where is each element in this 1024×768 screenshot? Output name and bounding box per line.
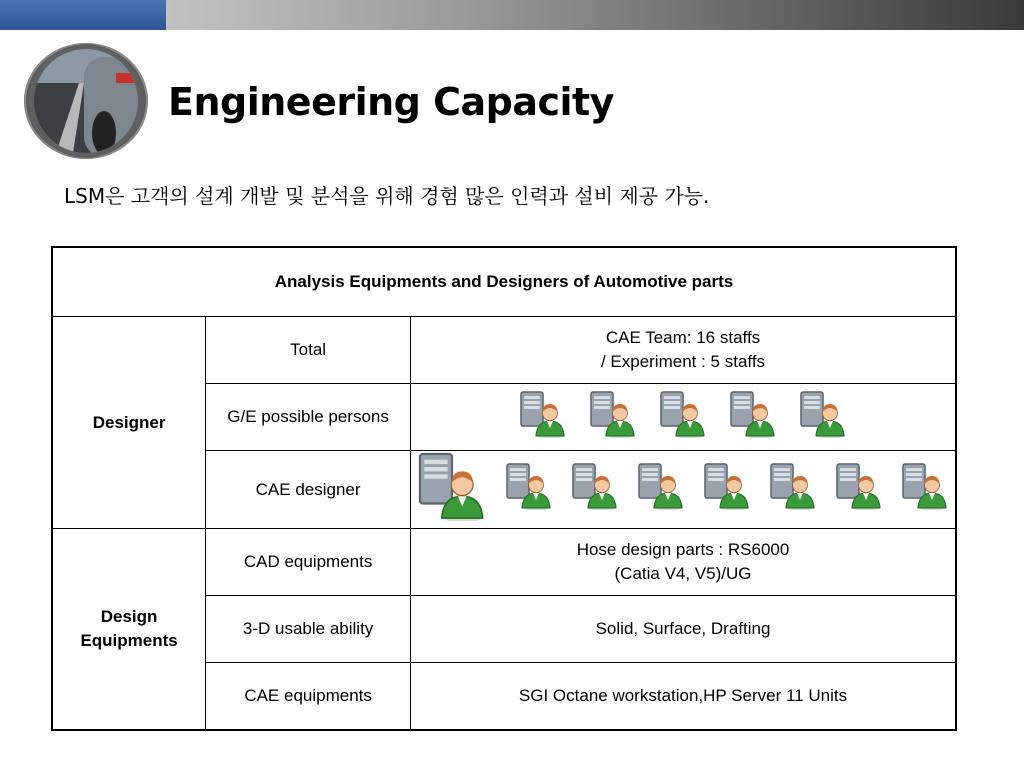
engineer-workstation-icon [505,462,553,517]
row-value: Solid, Surface, Drafting [411,596,957,663]
row-label: Total [206,317,411,384]
row-value [411,384,957,451]
row-value: SGI Octane workstation,HP Server 11 Units [411,663,957,730]
row-label: CAD equipments [206,529,411,596]
group-label: Design Equipments [80,606,178,650]
engineer-workstation-icon [901,462,949,517]
table-header: Analysis Equipments and Designers of Automotive parts [52,247,956,317]
row-label: CAE equipments [206,663,411,730]
value-line: Hose design parts : RS6000 [576,540,790,559]
capacity-table [51,246,957,731]
group-design-equipments [52,529,206,730]
slide-title: Engineering Capacity [168,80,614,124]
engineer-workstation-icon [637,462,685,517]
row-label: 3-D usable ability [206,596,411,663]
engineer-workstation-icon [519,390,567,445]
engineer-icon-group [417,451,949,528]
engineer-icon-group [417,390,949,445]
slide-subtitle: LSM은 고객의 설계 개발 및 분석을 위해 경험 많은 인력과 설비 제공 가능. [64,184,710,208]
engineer-workstation-icon [799,390,847,445]
engineer-workstation-icon [729,390,777,445]
car-road-logo-icon [24,43,148,159]
engineer-workstation-icon [659,390,707,445]
row-label: CAE designer [206,451,411,529]
value-line: / Experiment : 5 staffs [600,352,766,371]
row-label: G/E possible persons [206,384,411,451]
value-line: (Catia V4, V5)/UG [614,564,752,583]
row-value [411,451,957,529]
engineer-workstation-icon [417,451,487,528]
value-line: CAE Team: 16 staffs [605,328,761,347]
group-designer: Designer [52,317,206,529]
engineer-workstation-icon [571,462,619,517]
top-banner [0,0,1024,30]
engineer-workstation-icon [835,462,883,517]
table-row [52,529,956,596]
top-banner-accent [0,0,166,30]
row-value [411,317,957,384]
row-value [411,529,957,596]
engineer-workstation-icon [589,390,637,445]
engineer-workstation-icon [703,462,751,517]
engineer-workstation-icon [769,462,817,517]
table-row [52,317,956,384]
